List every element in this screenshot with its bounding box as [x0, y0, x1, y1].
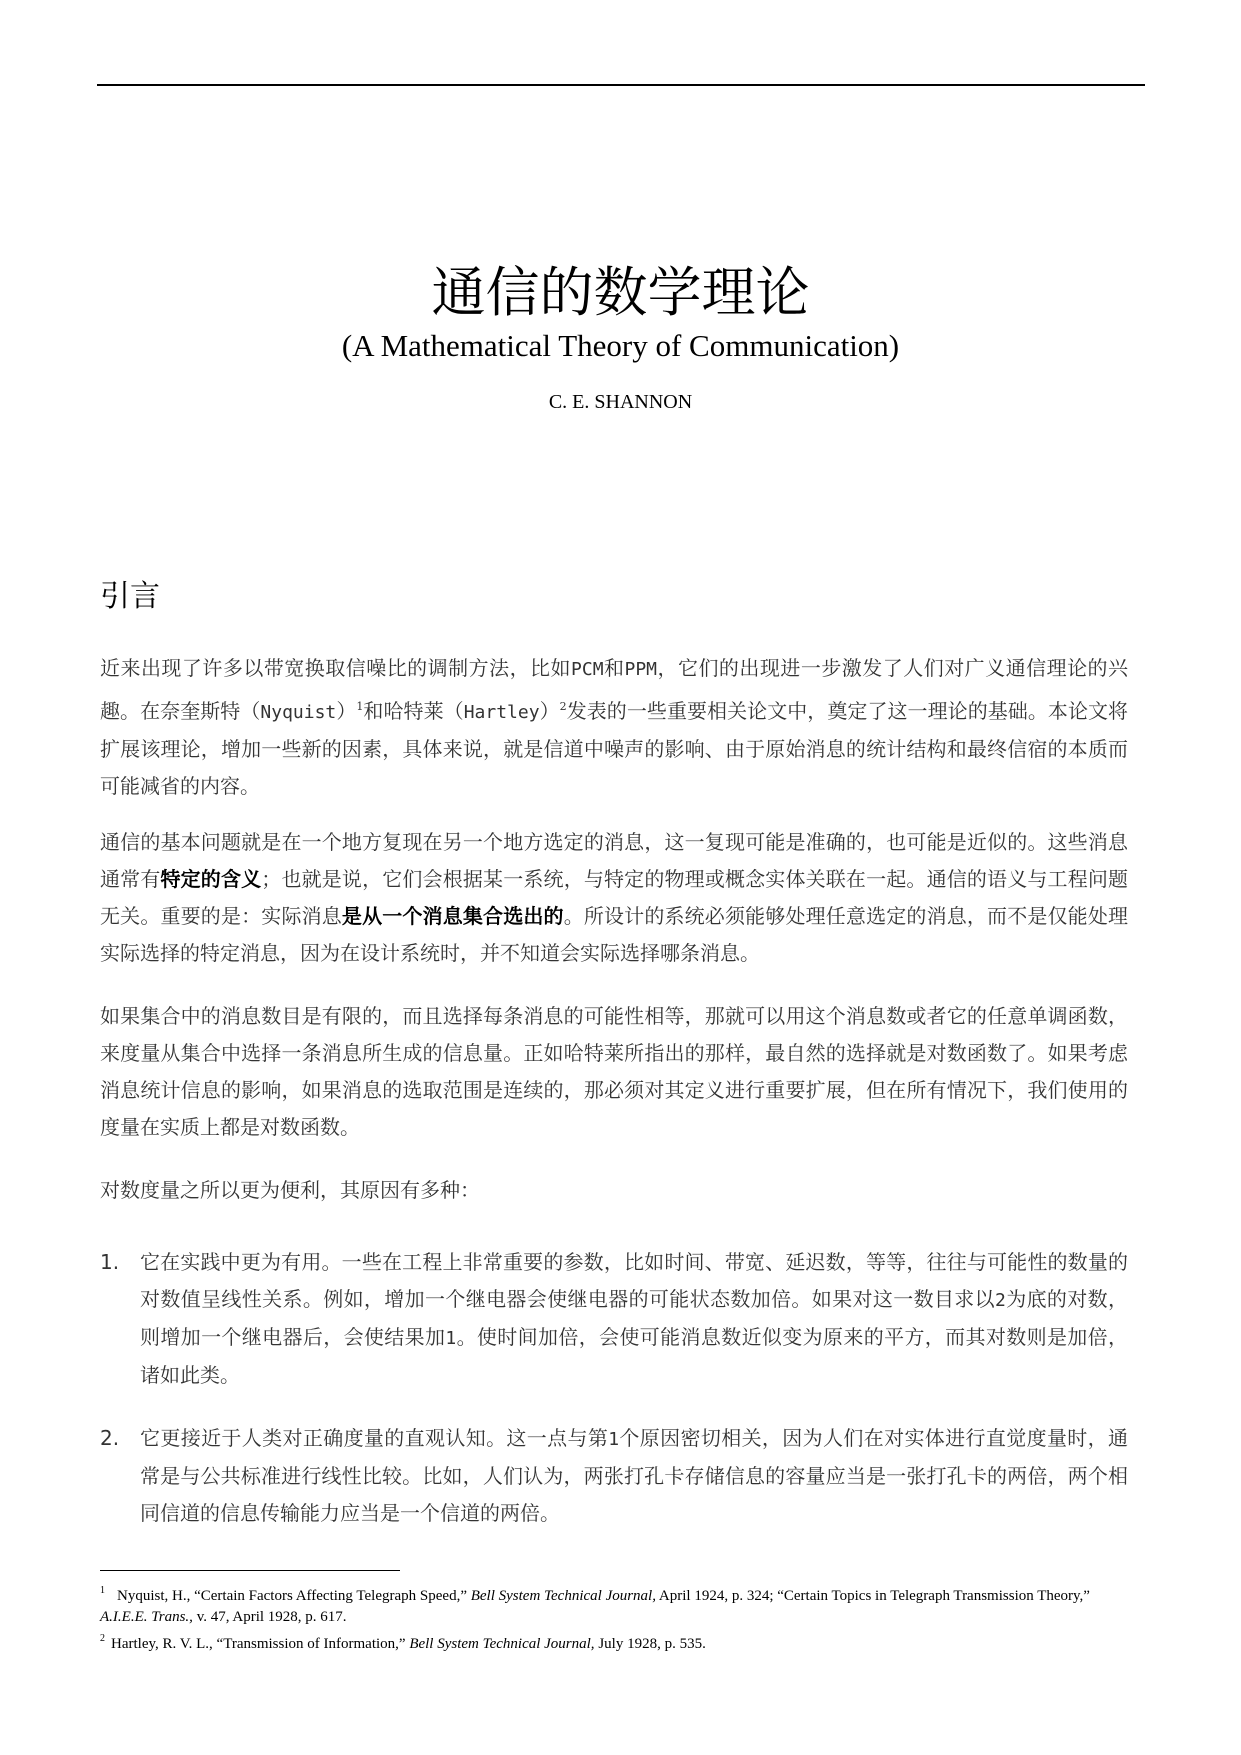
footnotes [100, 1580, 1130, 1655]
p2-text-e: 。所设计的系统必须能够处理任意选定的消息，而不是仅能处理实际选择的特定消息，因为在设计系统时，并不知道会实际选择哪条消息。 [100, 904, 1129, 965]
paragraph-2 [100, 824, 1128, 972]
list-1-num-2: 2 [995, 1290, 1006, 1311]
p2-text-a: 通信的基本问题就是在一个地方复现在另一个地方选定的消息，这一复现可能是准确的，也可能是近似的。这些消息通常有 [100, 830, 1128, 891]
p1-text-i: 和哈特莱（ [363, 699, 464, 723]
fn2-text-c: July 1928, p. 535. [594, 1636, 706, 1652]
header-rule [97, 84, 1145, 86]
fn2-journal: Bell System Technical Journal, [409, 1636, 595, 1652]
list-item [100, 1420, 1128, 1532]
paragraph-1 [100, 650, 1128, 805]
p1-hartley: Hartley [463, 702, 540, 723]
footnote-1 [100, 1580, 1130, 1628]
p1-text-e: ，它们的出现进一步激发了人们对广义通信理论的兴趣。在奈奎斯特（ [100, 656, 1129, 723]
list-1-num-1: 1 [445, 1328, 457, 1349]
list-2-num-1: 1 [608, 1429, 620, 1450]
list-number: 1. [100, 1250, 120, 1274]
fn1-trans: A.I.E.E. Trans., [100, 1609, 193, 1625]
p2-emphasis-meaning: 特定的含义 [160, 867, 262, 891]
list-1-text-c: 为底的对数，则增加一个继电器后，会使结果加 [140, 1287, 1129, 1349]
reasons-list [100, 1244, 1128, 1532]
footnote-ref-1: 1 [356, 700, 364, 713]
footnote-mark: 1 [100, 1585, 105, 1596]
list-1-text-e: 。使时间加倍，会使可能消息数近似变为原来的平方，而其对数则是加倍，诸如此类。 [140, 1325, 1129, 1387]
p1-text-g: ） [336, 699, 357, 723]
fn1-text-a: Nyquist, H., “Certain Factors Affecting Telegraph Speed,” [117, 1588, 471, 1604]
title-chinese: 通信的数学理论 [431, 261, 810, 324]
paragraph-4: 对数度量之所以更为便利，其原因有多种： [100, 1178, 480, 1202]
list-item [100, 1244, 1128, 1394]
p1-text-m: 发表的一些重要相关论文中，奠定了这一理论的基础。本论文将扩展该理论，增加一些新的因素，具体来说，就是信道中噪声的影响、由于原始消息的统计结构和最终信宿的本质而可能减省的内容。 [100, 699, 1129, 798]
p1-ppm: PPM [624, 659, 658, 680]
list-number: 2. [100, 1426, 120, 1450]
list-1-text-a: 它在实践中更为有用。一些在工程上非常重要的参数，比如时间、带宽、延迟数，等等，往往与可能性的数量的对数值呈线性关系。例如，增加一个继电器会使继电器的可能状态数加倍。如果对这一数目求以 [140, 1250, 1128, 1311]
footnote-mark: 2 [100, 1633, 105, 1644]
list-2-text-a: 它更接近于人类对正确度量的直观认知。这一点与第 [140, 1426, 609, 1450]
fn1-text-e: v. 47, April 1928, p. 617. [192, 1609, 347, 1625]
footnote-rule [100, 1570, 400, 1571]
p2-emphasis-selected: 是从一个消息集合选出的 [341, 904, 564, 928]
p1-text-a: 近来出现了许多以带宽换取信噪比的调制方法，比如 [100, 656, 572, 680]
fn1-journal: Bell System Technical Journal, [470, 1588, 656, 1604]
author: C. E. SHANNON [548, 391, 693, 413]
p1-pcm: PCM [571, 659, 604, 680]
p1-text-k: ） [539, 699, 560, 723]
section-heading: 引言 [100, 579, 160, 614]
footnote-ref-2: 2 [559, 700, 567, 713]
fn1-text-c: April 1924, p. 324; “Certain Topics in Telegraph Transmission Theory,” [655, 1588, 1090, 1604]
paragraph-3: 如果集合中的消息数目是有限的，而且选择每条消息的可能性相等，那就可以用这个消息数或者它的任意单调函数，来度量从集合中选择一条消息所生成的信息量。正如哈特莱所指出的那样，最自然的选择就是对数函数了。如果考虑消息统计信息的影响，如果消息的选取范围是连续的，那必须对其定义进行重要扩展，但在所有情况下，我们使用的度量在实质上都是对数函数。 [100, 1004, 1128, 1139]
list-2-text-c: 个原因密切相关，因为人们在对实体进行直觉度量时，通常是与公共标准进行线性比较。比如，人们认为，两张打孔卡存储信息的容量应当是一张打孔卡的两倍，两个相同信道的信息传输能力应当是一个信道的两倍。 [140, 1426, 1129, 1525]
p2-text-c: ；也就是说，它们会根据某一系统，与特定的物理或概念实体关联在一起。通信的语义与工程问题无关。重要的是：实际消息 [100, 867, 1129, 928]
fn2-text-a: Hartley, R. V. L., “Transmission of Information,” [111, 1636, 410, 1652]
p1-nyquist: Nyquist [260, 702, 337, 723]
title-english: (A Mathematical Theory of Communication) [341, 328, 900, 363]
footnote-2 [100, 1628, 1130, 1655]
p1-text-c: 和 [603, 656, 625, 680]
